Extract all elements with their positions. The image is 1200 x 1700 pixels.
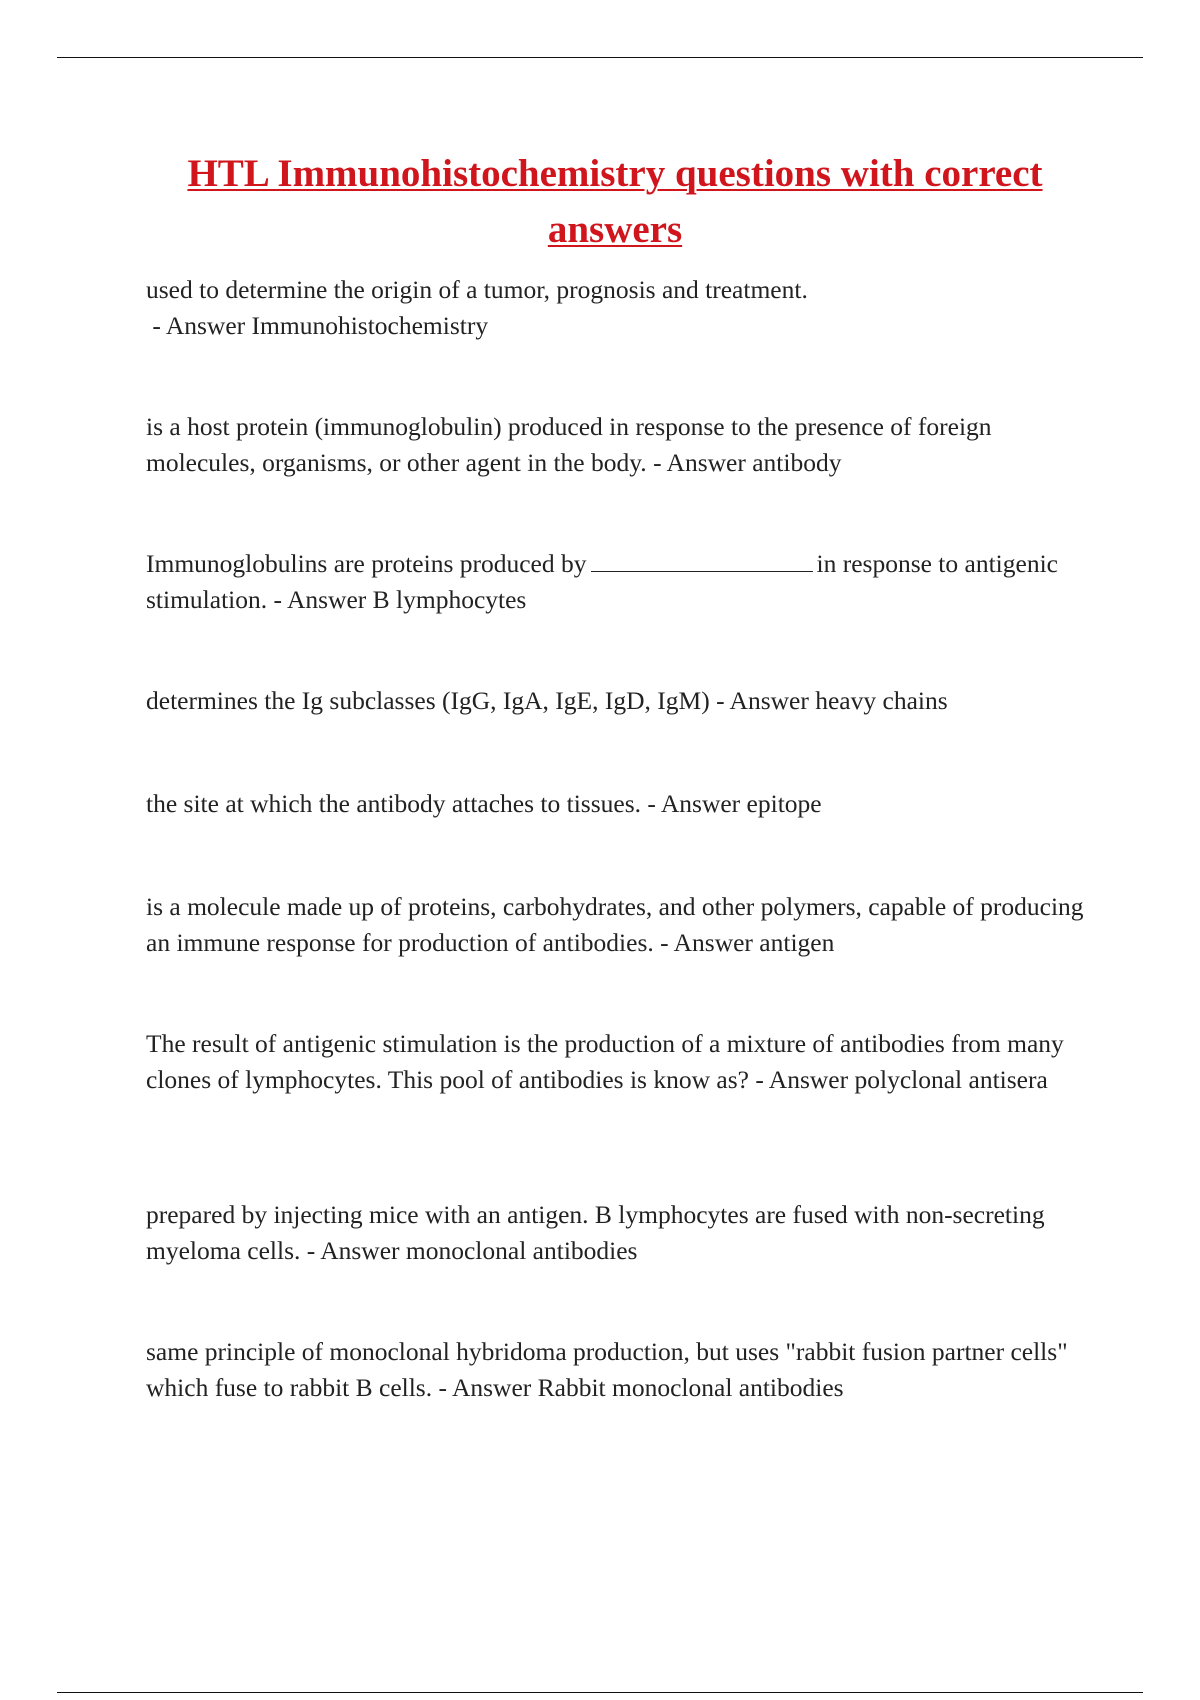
answer-separator: - Answer	[653, 928, 760, 957]
answer-text: antigen	[759, 928, 835, 957]
answer-text: heavy chains	[815, 686, 948, 715]
answer-separator: - Answer	[300, 1236, 406, 1265]
answer-text: monoclonal antibodies	[405, 1236, 638, 1265]
answer-text: Rabbit monoclonal antibodies	[537, 1373, 844, 1402]
answer-separator: - Answer	[748, 1065, 855, 1094]
question-text: determines the Ig subclasses (IgG, IgA, IgE, IgD, IgM)	[146, 686, 710, 715]
qa-item-4	[146, 683, 1096, 719]
question-text: is a host protein (immunoglobulin) produced in response to the presence of foreign molecules, organisms, or other agent in the body.	[146, 412, 992, 477]
qa-item-6	[146, 889, 1096, 961]
qa-item-1	[146, 272, 1096, 344]
answer-separator: - Answer	[641, 789, 747, 818]
qa-item-5	[146, 786, 1096, 822]
top-rule	[57, 57, 1143, 58]
question-text: the site at which the antibody attaches to tissues.	[146, 789, 642, 818]
answer-separator: - Answer	[432, 1373, 538, 1402]
answer-text: epitope	[746, 789, 822, 818]
question-text: prepared by injecting mice with an antigen. B lymphocytes are fused with non-secreting myeloma cells.	[146, 1200, 1045, 1265]
question-text: same principle of monoclonal hybridoma production, but uses "rabbit fusion partner cells" which fuse to rabbit B cells.	[146, 1337, 1068, 1402]
question-text: used to determine the origin of a tumor, prognosis and treatment.	[146, 275, 808, 304]
document-title: HTL Immunohistochemistry questions with correct answers	[187, 152, 1043, 251]
answer-separator: - Answer	[709, 686, 816, 715]
question-text-continued: in response to antigenic stimulation.	[146, 549, 1058, 614]
answer-text: B lymphocytes	[372, 585, 527, 614]
answer-text: polyclonal antisera	[854, 1065, 1048, 1094]
answer-text: antibody	[752, 448, 842, 477]
question-text: is a molecule made up of proteins, carbohydrates, and other polymers, capable of producing an immune response for production of antibodies.	[146, 892, 1084, 957]
bottom-rule	[57, 1692, 1143, 1693]
qa-item-2	[146, 409, 1096, 481]
answer-text: Immunohistochemistry	[251, 311, 489, 340]
answer-separator: - Answer	[646, 448, 753, 477]
qa-item-7	[146, 1026, 1096, 1098]
qa-item-3	[146, 546, 1096, 618]
fill-in-blank	[591, 551, 813, 572]
question-text: Immunoglobulins are proteins produced by	[146, 549, 587, 578]
qa-item-9	[146, 1334, 1096, 1406]
answer-separator: - Answer	[267, 585, 373, 614]
question-text: The result of antigenic stimulation is the production of a mixture of antibodies from many clones of lymphocytes. This pool of antibodies is know as?	[146, 1029, 1064, 1094]
qa-item-8	[146, 1197, 1096, 1269]
answer-separator: - Answer	[146, 311, 252, 340]
